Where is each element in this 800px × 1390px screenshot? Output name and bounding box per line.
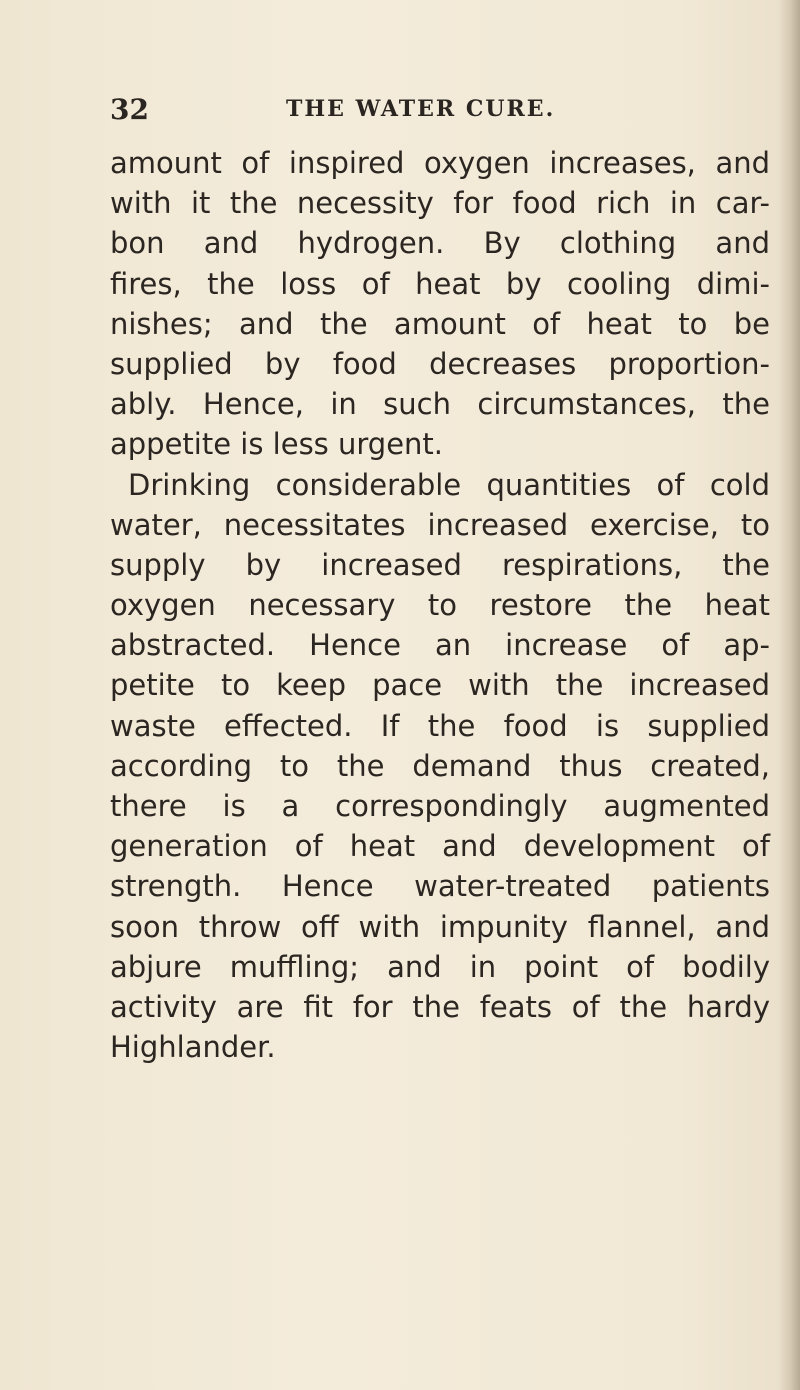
- text-line: oxygen necessary to restore the heat: [110, 588, 770, 623]
- text-line: supplied by food decreases proportion-: [110, 346, 770, 381]
- text-line: there is a correspondingly augmented: [110, 789, 770, 823]
- text-line: ably. Hence, in such circumstances, the: [110, 387, 770, 422]
- text-line: soon throw off with impunity flannel, and: [110, 909, 770, 944]
- page-edge-shadow: [778, 0, 800, 1390]
- text-line: appetite is less urgent.: [110, 427, 444, 462]
- text-line: strength. Hence water-treated patients: [110, 869, 770, 904]
- text-line: activity are fit for the feats of the hardy: [110, 989, 770, 1024]
- text-line: water, necessitates increased exercise, to: [110, 507, 770, 542]
- text-line: bon and hydrogen. By clothing and: [110, 226, 770, 261]
- text-line: nishes; and the amount of heat to be: [110, 306, 770, 341]
- paragraph-first-line: Drinking considerable quantities of cold: [128, 467, 770, 502]
- text-line: with it the necessity for food rich in car-: [110, 186, 770, 221]
- text-line: waste effected. If the food is supplied: [110, 708, 770, 743]
- text-line: abjure muffling; and in point of bodily: [110, 949, 770, 984]
- page-header: [110, 93, 670, 133]
- running-title: THE WATER CURE.: [286, 96, 556, 122]
- text-line: according to the demand thus created,: [110, 748, 770, 783]
- text-line: fires, the loss of heat by cooling dimi-: [110, 266, 770, 301]
- text-line: generation of heat and development of: [110, 829, 770, 864]
- text-line: Highlander.: [110, 1030, 276, 1065]
- text-line: petite to keep pace with the increased: [110, 668, 770, 703]
- page-number: 32: [110, 93, 149, 126]
- text-line: abstracted. Hence an increase of ap-: [110, 628, 770, 663]
- text-line: amount of inspired oxygen increases, and: [110, 146, 770, 180]
- text-line: supply by increased respirations, the: [110, 547, 770, 582]
- body-text: [110, 143, 770, 1067]
